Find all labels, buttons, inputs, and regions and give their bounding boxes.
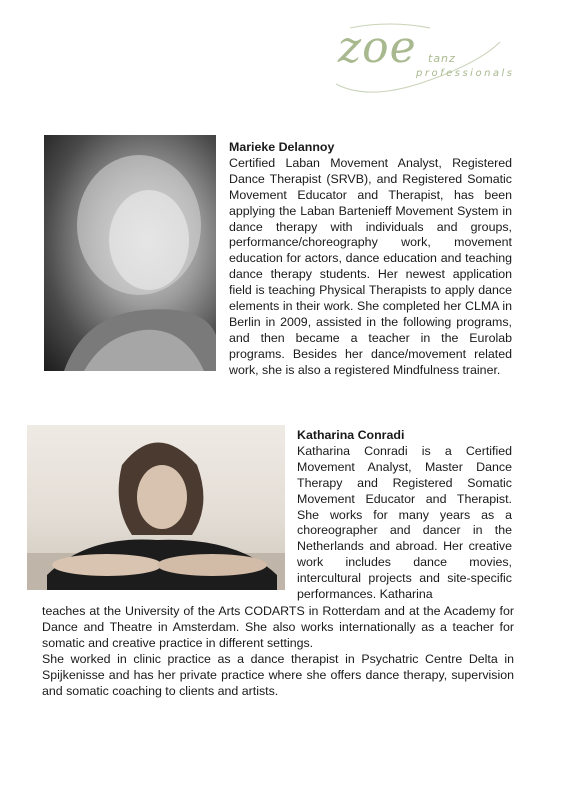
zoe-logo [330, 22, 520, 102]
person-name: Katharina Conradi [297, 428, 405, 442]
logo-subtitle-professionals: professionals [416, 68, 515, 79]
bio-text-part1: Katharina Conradi is a Certified Movement Analyst, Master Dance Therapy and Registered Somatic Movement Educator and Therapist. She works for many years as a choreographer and dancer in the Netherlands and abroad. Her creative work includes dance movies, intercultural projects and site-specific performances. Katharina [297, 443, 512, 602]
bio-katharina-full [42, 604, 514, 699]
portrait-photo-katharina [27, 425, 285, 590]
portrait-figure-icon [44, 135, 216, 371]
bio-katharina-side [297, 428, 512, 603]
portrait-figure-icon [27, 425, 285, 590]
bio-text: Certified Laban Movement Analyst, Registered Dance Therapist (SRVB), and Registered Somatic Movement Educator and Therapist, has been applying the Laban Bartenieff Movement System in dance therapy with individuals and groups, performance/choreography work, movement education for actors, dance education and teaching dance therapy students. Her newest application field is teaching Physical Therapists to apply dance elements in their work. She completed her CLMA in Berlin in 2009, assisted in the following programs, and then became a teacher in the Eurolab programs. Besides her dance/movement related work, she is also a registered Mindfulness trainer. [229, 155, 512, 377]
bio-text-part2: teaches at the University of the Arts CODARTS in Rotterdam and at the Academy for Dance and Theatre in Amsterdam. She also works internationally as a teacher for somatic and creative practice in different settings. [42, 604, 514, 650]
bio-text-part3: She worked in clinic practice as a dance therapist in Psychatric Centre Delta in Spijkenisse and has her private practice where she offers dance therapy, supervision and somatic coaching to clients and artists. [42, 651, 514, 698]
logo-wordmark: zoe [338, 22, 417, 73]
logo-subtitle-tanz: tanz [428, 52, 456, 65]
person-name: Marieke Delannoy [229, 140, 335, 154]
portrait-photo-marieke [44, 135, 216, 371]
bio-marieke [229, 140, 512, 379]
